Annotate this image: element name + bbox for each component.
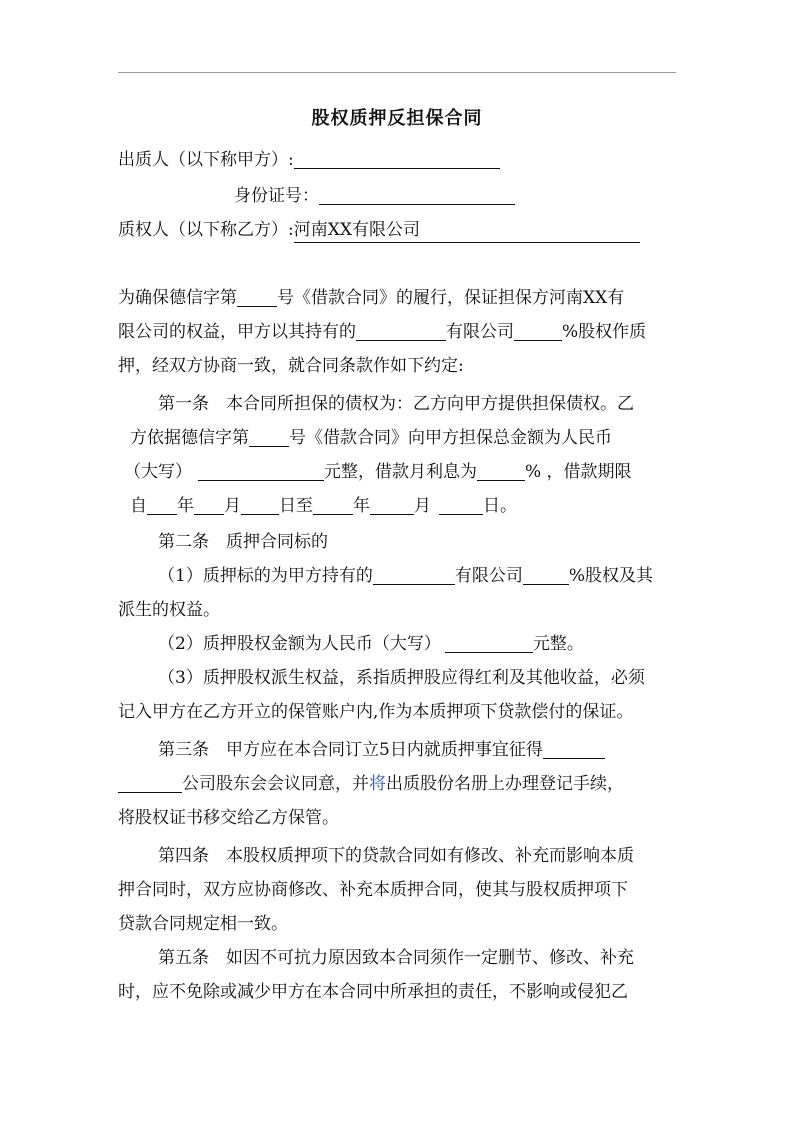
pledgor-label: 出质人（以下称甲方）:	[118, 150, 294, 170]
art1-line-2	[130, 426, 612, 450]
art2-text: %股权及其	[568, 566, 653, 586]
year-blank[interactable]	[313, 494, 353, 515]
art2-text: （1）质押标的为甲方持有的	[158, 566, 373, 586]
art5-line-1: 第五条 如因不可抗力原因致本合同须作一定删节、修改、补充	[158, 948, 634, 968]
pledgee-label: 质权人（以下称乙方）:	[118, 220, 294, 240]
art2-heading: 第二条 质押合同标的	[158, 532, 328, 552]
company-blank[interactable]	[373, 564, 455, 585]
intro-text: 有限公司	[446, 322, 514, 342]
art2-text: 元整。	[532, 634, 584, 654]
header-rule	[118, 72, 676, 73]
art4-line-1: 第四条 本股权质押项下的贷款合同如有修改、补充而影响本质	[158, 846, 634, 866]
art2-item-3-cont: 记入甲方在乙方开立的保管账户内,作为本质押项下贷款偿付的保证。	[118, 702, 634, 722]
art2-item-2	[158, 632, 584, 656]
percent-blank[interactable]	[514, 320, 562, 341]
art2-item-3: （3）质押股权派生权益，系指质押股应得红利及其他收益，必须	[158, 668, 645, 688]
company-blank[interactable]	[543, 738, 605, 759]
intro-text: 为确保德信字第	[118, 288, 237, 308]
art2-item-1-cont: 派生的权益。	[118, 600, 220, 620]
art1-line-3	[124, 460, 632, 484]
month-blank[interactable]	[370, 494, 414, 515]
id-blank[interactable]	[319, 184, 515, 205]
art1-text: （大写）	[124, 462, 192, 482]
pledgor-blank[interactable]	[294, 148, 500, 169]
art2-item-1	[158, 564, 653, 588]
art3-text: 公司股东会会议同意，并	[182, 774, 369, 794]
art5-line-2: 时，应不免除或减少甲方在本合同中所承担的责任，不影响或侵犯乙	[118, 982, 628, 1002]
intro-text: %股权作质	[562, 322, 647, 342]
interest-blank[interactable]	[477, 460, 525, 481]
contract-no-blank[interactable]	[237, 286, 277, 307]
company-blank[interactable]	[118, 772, 182, 793]
art1-text: 日至	[279, 496, 313, 516]
art1-line-1: 第一条 本合同所担保的债权为：乙方向甲方提供担保债权。乙	[158, 394, 634, 414]
art3-highlight: 将	[369, 774, 386, 794]
amount-blank[interactable]	[445, 632, 533, 653]
pledgor-line	[118, 148, 500, 172]
art1-text: % ，借款期限	[525, 462, 632, 482]
art4-line-3: 贷款合同规定相一致。	[118, 914, 288, 934]
art1-text: 年	[353, 496, 370, 516]
art1-line-4	[130, 494, 517, 518]
art3-text: 出质股份名册上办理登记手续，	[386, 774, 624, 794]
amount-blank[interactable]	[198, 460, 324, 481]
intro-line-2	[118, 320, 646, 344]
intro-line-1	[118, 286, 624, 310]
art3-line-3: 将股权证书移交给乙方保管。	[118, 808, 339, 828]
pledgee-value: 河南XX有限公司	[294, 218, 640, 243]
art1-text: 方依据德信字第	[130, 428, 249, 448]
art3-text: 第三条 甲方应在本合同订立5日内就质押事宜征得	[158, 740, 543, 760]
day-blank[interactable]	[241, 494, 279, 515]
art4-line-2: 押合同时，双方应协商修改、补充本质押合同，使其与股权质押项下	[118, 880, 628, 900]
pledgee-line	[118, 218, 640, 243]
percent-blank[interactable]	[523, 564, 569, 585]
year-blank[interactable]	[147, 494, 177, 515]
intro-line-3: 押，经双方协商一致，就合同条款作如下约定:	[118, 356, 464, 376]
month-blank[interactable]	[194, 494, 224, 515]
art1-text: 日。	[483, 496, 517, 516]
art1-text: 元整，借款月利息为	[324, 462, 477, 482]
company-blank[interactable]	[356, 320, 446, 341]
id-line	[234, 184, 515, 208]
day-blank[interactable]	[439, 494, 483, 515]
art2-text: （2）质押股权金额为人民币（大写）	[158, 634, 441, 654]
id-label: 身份证号：	[234, 186, 319, 206]
art2-text: 有限公司	[454, 566, 523, 586]
intro-text: 限公司的权益，甲方以其持有的	[118, 322, 356, 342]
art3-line-2	[118, 772, 624, 796]
art1-text: 月	[224, 496, 241, 516]
intro-text: 号《借款合同》的履行，保证担保方河南XX有	[277, 288, 625, 308]
art1-text: 自	[130, 496, 147, 516]
contract-no-blank[interactable]	[249, 426, 289, 447]
art1-text: 年	[177, 496, 194, 516]
art3-line-1	[158, 738, 605, 762]
document-title: 股权质押反担保合同	[311, 108, 483, 129]
art1-text: 月	[414, 496, 431, 516]
art1-text: 号《借款合同》向甲方担保总金额为人民币	[289, 428, 612, 448]
